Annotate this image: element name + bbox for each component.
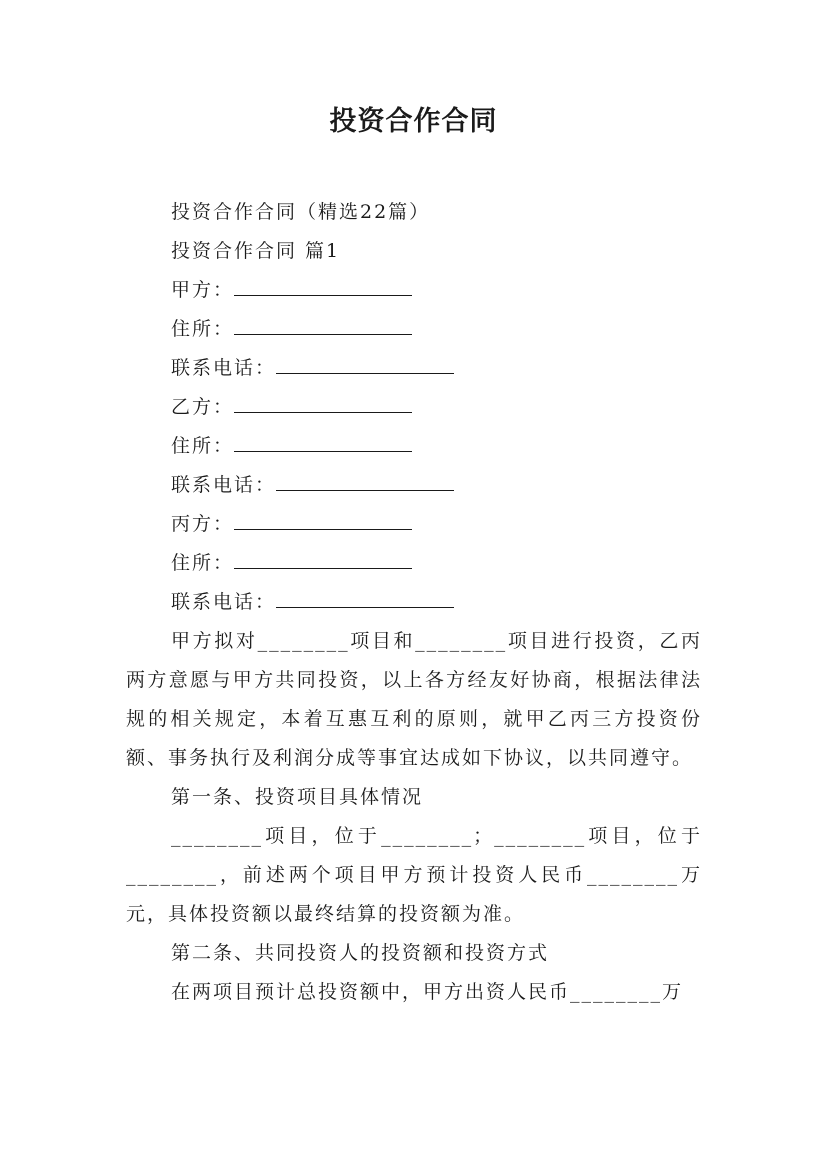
- party-field: [126, 271, 702, 310]
- fill-blank: [276, 470, 454, 491]
- section-heading: 投资合作合同 篇1: [171, 240, 341, 262]
- party-field: [126, 310, 702, 349]
- party-label: 住所：: [171, 435, 235, 457]
- article-paragraph: ________项目，位于________；________项目，位于________，前述两个项目甲方预计投资人民币________万元，具体投资额以最终结算的投资额为准。: [126, 825, 702, 925]
- party-label: 住所：: [171, 552, 235, 574]
- party-field: [126, 466, 702, 505]
- party-label: 联系电话：: [171, 357, 277, 379]
- party-field: [126, 544, 702, 583]
- article-paragraph: 在两项目预计总投资额中，甲方出资人民币________万: [171, 981, 684, 1003]
- party-field: [126, 505, 702, 544]
- party-label: 丙方：: [171, 513, 235, 535]
- fill-blank: [234, 431, 412, 452]
- party-field: [126, 388, 702, 427]
- party-label: 乙方：: [171, 396, 235, 418]
- fill-blank: [234, 314, 412, 335]
- party-field: [126, 583, 702, 622]
- fill-blank: [234, 275, 412, 296]
- party-label: 甲方：: [171, 279, 235, 301]
- document-subtitle: 投资合作合同（精选22篇）: [171, 201, 431, 223]
- party-label: 联系电话：: [171, 474, 277, 496]
- party-label: 住所：: [171, 318, 235, 340]
- intro-paragraph: 甲方拟对________项目和________项目进行投资，乙丙两方意愿与甲方共同投资，以上各方经友好协商，根据法律法规的相关规定，本着互惠互利的原则，就甲乙丙三方投资份额、事务执行及利润分成等事宜达成如下协议，以共同遵守。: [126, 630, 702, 769]
- article-heading: 第二条、共同投资人的投资额和投资方式: [171, 942, 550, 964]
- document-title: 投资合作合同: [329, 106, 498, 137]
- fill-blank: [234, 548, 412, 569]
- document-body: [126, 193, 702, 1012]
- party-field: [126, 427, 702, 466]
- fill-blank: [276, 353, 454, 374]
- fill-blank: [276, 587, 454, 608]
- fill-blank: [234, 392, 412, 413]
- party-label: 联系电话：: [171, 591, 277, 613]
- article-heading: 第一条、投资项目具体情况: [171, 786, 424, 808]
- fill-blank: [234, 509, 412, 530]
- party-field: [126, 349, 702, 388]
